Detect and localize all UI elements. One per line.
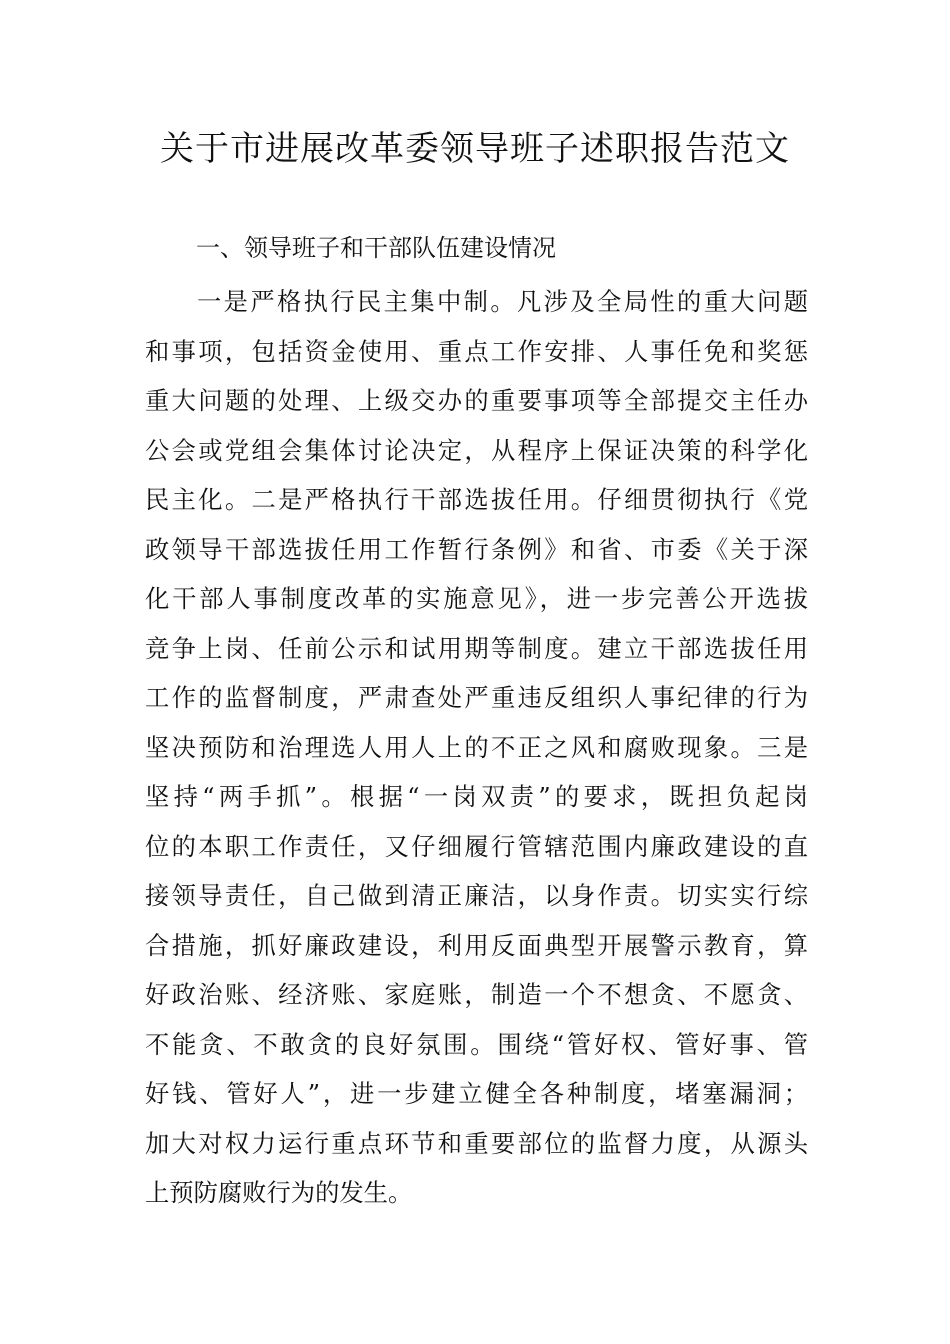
body-line: 一是严格执行民主集中制。凡涉及全局性的重大问题 — [197, 287, 808, 316]
body-line: 公会或党组会集体讨论决定，从程序上保证决策的科学化 — [145, 435, 808, 465]
body-line: 重大问题的处理、上级交办的重要事项等全部提交主任办 — [145, 386, 808, 415]
document-title: 关于市进展改革委领导班子述职报告范文 — [160, 129, 790, 169]
body-line: 民主化。二是严格执行干部选拔任用。仔细贯彻执行《党 — [145, 485, 808, 514]
body-line: 政领导干部选拔任用工作暂行条例》和省、市委《关于深 — [145, 534, 808, 564]
body-line: 接领导责任，自己做到清正廉洁，以身作责。切实实行综 — [145, 881, 808, 910]
section-heading: 一、领导班子和干部队伍建设情况 — [196, 234, 556, 262]
body-line: 不能贪、不敢贪的良好氛围。围绕“管好权、管好事、管 — [145, 1029, 808, 1059]
body-line: 坚持“两手抓”。根据“一岗双责”的要求，既担负起岗 — [145, 782, 808, 811]
body-line: 坚决预防和治理选人用人上的不正之风和腐败现象。三是 — [145, 732, 808, 762]
body-line: 上预防腐败行为的发生。 — [145, 1178, 413, 1207]
body-line: 加大对权力运行重点环节和重要部位的监督力度，从源头 — [145, 1128, 808, 1158]
body-line: 和事项，包括资金使用、重点工作安排、人事任免和奖惩 — [145, 336, 808, 366]
body-line: 工作的监督制度，严肃查处严重违反组织人事纪律的行为 — [145, 683, 808, 712]
body-paragraph — [145, 277, 808, 1218]
body-line: 化干部人事制度改革的实施意见》，进一步完善公开选拔 — [145, 584, 808, 613]
body-line: 位的本职工作责任，又仔细履行管辖范围内廉政建设的直 — [145, 831, 808, 861]
body-line: 好政治账、经济账、家庭账，制造一个不想贪、不愿贪、 — [145, 980, 808, 1009]
body-line: 好钱、管好人”，进一步建立健全各种制度，堵塞漏洞； — [145, 1079, 808, 1108]
body-line: 竞争上岗、任前公示和试用期等制度。建立干部选拔任用 — [145, 633, 808, 663]
body-line: 合措施，抓好廉政建设，利用反面典型开展警示教育，算 — [145, 930, 808, 960]
